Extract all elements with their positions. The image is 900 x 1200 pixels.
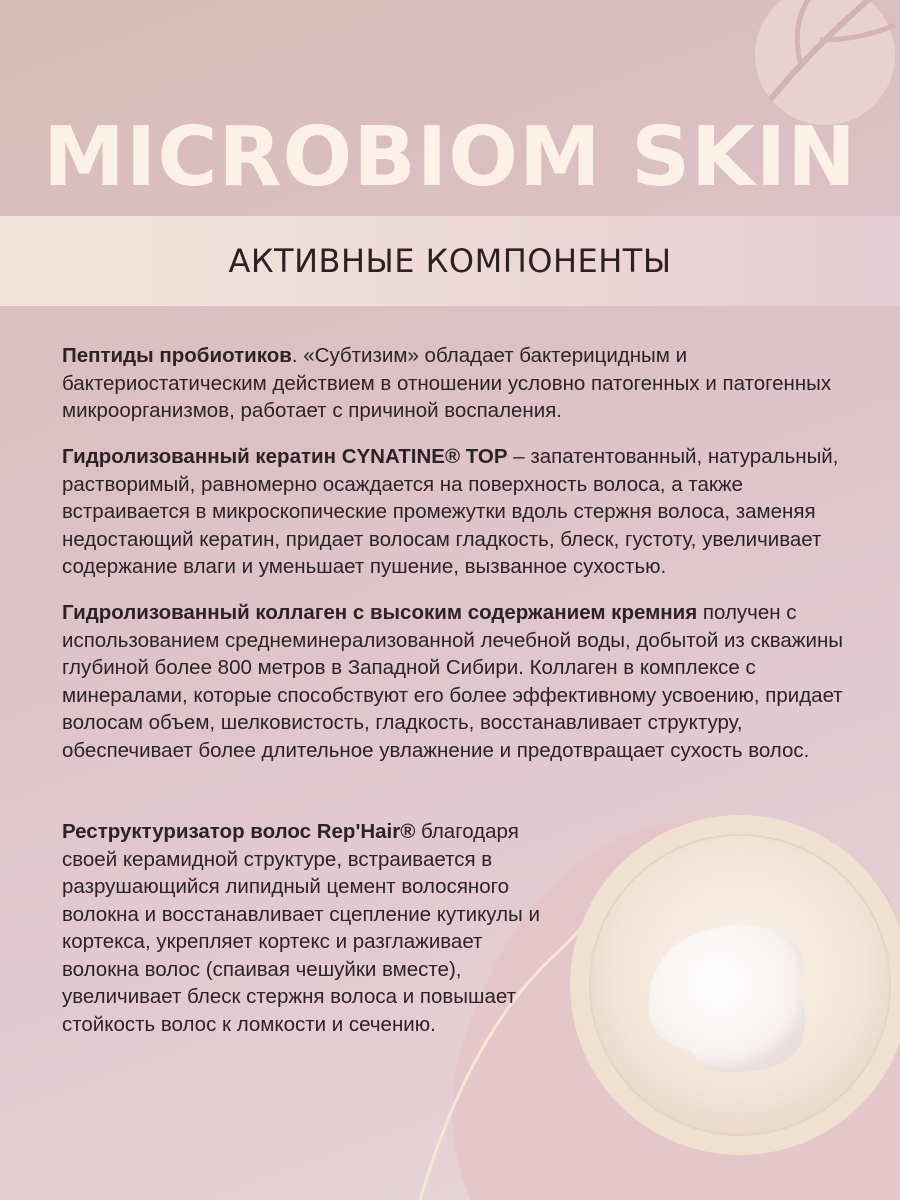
ingredient-description: благодаря своей керамидной структуре, встраивается в разрушающийся липидный цемент волосяного волокна и восстанавливает сцепление кутикулы и кортекса, укрепляет кортекс и разглаживает волокна волос (спаивая чешуйки вместе), увеличивает блеск стержня волоса и повышает стойкость волос к ломкости и сечению.	[62, 820, 540, 1036]
ingredient-name: Гидролизованный кератин CYNATINE® TOP	[62, 445, 508, 468]
section-banner	[0, 216, 900, 306]
ingredient-description: получен с использованием среднеминерализованной лечебной воды, добытой из скважины глубиной более 800 метров в Западной Сибири. Коллаген в комплексе с минералами, которые способствуют его более эффективному усвоению, придает волосам объем, шелковистость, гладкость, восстанавливает структуру, обеспечивает более длительное увлажнение и предотвращает сухость волос.	[62, 601, 844, 762]
ingredient-paragraph	[62, 342, 842, 425]
cream-jar-icon	[570, 815, 900, 1155]
ingredient-name: Реструктуризатор волос Rep'Hair®	[62, 820, 416, 843]
ingredient-paragraph	[62, 443, 862, 581]
page-title: MICROBIOM SKIN	[43, 110, 857, 205]
section-heading: АКТИВНЫЕ КОМПОНЕНТЫ	[228, 242, 672, 280]
ingredient-paragraph	[62, 818, 542, 1038]
ingredient-description: – запатентованный, натуральный, растворимый, равномерно осаждается на поверхность волоса, а также встраивается в микроскопические промежутки вдоль стержня волоса, заменяя недостающий кератин, придает волосам гладкость, блеск, густоту, увеличивает содержание влаги и уменьшает пушение, вызванное сухостью.	[62, 445, 839, 578]
ingredient-paragraph	[62, 599, 852, 764]
leaf-logo-icon	[755, 0, 895, 125]
ingredient-name: Гидролизованный коллаген с высоким содержанием кремния	[62, 601, 698, 624]
ingredient-description: . «Субтизим» обладает бактерицидным и бактериостатическим действием в отношении условно патогенных и патогенных микроорганизмов, работает с причиной воспаления.	[62, 344, 832, 422]
ingredient-name: Пептиды пробиотиков	[62, 344, 292, 367]
